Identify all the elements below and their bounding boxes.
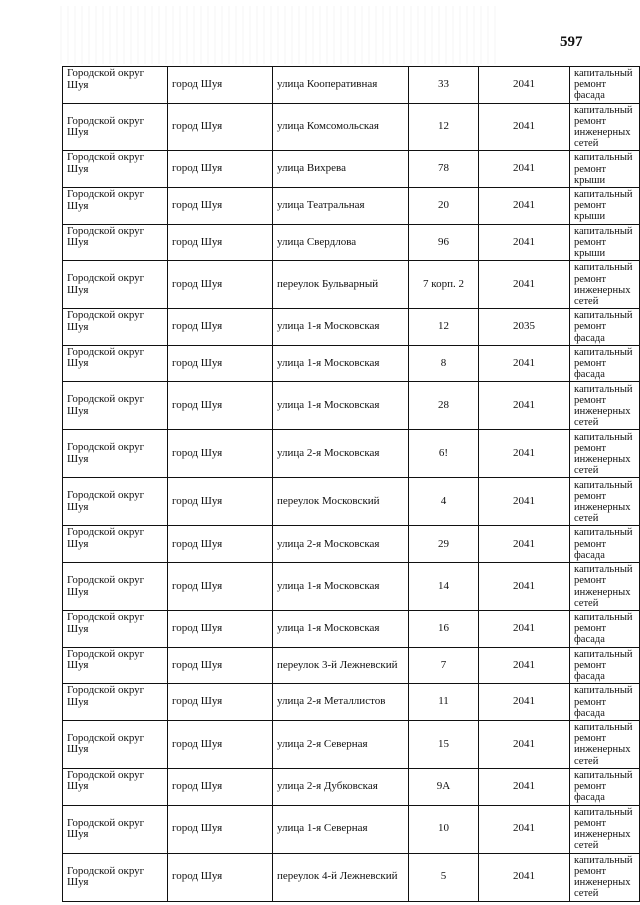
city-cell: город Шуя (168, 345, 273, 382)
city-cell: город Шуя (168, 853, 273, 901)
page-number: 597 (560, 34, 583, 50)
scan-artifact (60, 6, 500, 64)
work-type-cell: капитальный ремонт фасада (570, 647, 640, 684)
year-cell: 2041 (479, 853, 570, 901)
municipality-cell: Городской округ Шуя (63, 805, 168, 853)
house-number-cell: 33 (409, 67, 479, 104)
municipality-cell: Городской округ Шуя (63, 684, 168, 721)
city-cell: город Шуя (168, 382, 273, 430)
street-cell: улица Кооперативная (273, 67, 409, 104)
street-cell: улица 1-я Московская (273, 345, 409, 382)
table-row (63, 768, 640, 805)
house-number-cell: 15 (409, 720, 479, 768)
table-row (63, 611, 640, 648)
municipality-cell: Городской округ Шуя (63, 309, 168, 346)
city-cell: город Шуя (168, 103, 273, 151)
table-row (63, 382, 640, 430)
city-cell: город Шуя (168, 478, 273, 526)
table-row (63, 345, 640, 382)
house-number-cell: 4 (409, 478, 479, 526)
work-type-cell: капитальный ремонт фасада (570, 309, 640, 346)
city-cell: город Шуя (168, 261, 273, 309)
city-cell: город Шуя (168, 563, 273, 611)
work-type-cell: капитальный ремонт крыши (570, 151, 640, 188)
street-cell: улица Театральная (273, 188, 409, 225)
work-type-cell: капитальный ремонт инженерных сетей (570, 805, 640, 853)
work-type-cell: капитальный ремонт инженерных сетей (570, 720, 640, 768)
city-cell: город Шуя (168, 720, 273, 768)
municipality-cell: Городской округ Шуя (63, 67, 168, 104)
street-cell: улица 1-я Московская (273, 611, 409, 648)
house-number-cell: 12 (409, 309, 479, 346)
table-row (63, 853, 640, 901)
table-row (63, 224, 640, 261)
year-cell: 2041 (479, 720, 570, 768)
table-row (63, 67, 640, 104)
work-type-cell: капитальный ремонт фасада (570, 684, 640, 721)
house-number-cell: 14 (409, 563, 479, 611)
year-cell: 2041 (479, 647, 570, 684)
house-number-cell: 10 (409, 805, 479, 853)
municipality-cell: Городской округ Шуя (63, 720, 168, 768)
city-cell: город Шуя (168, 151, 273, 188)
year-cell: 2041 (479, 430, 570, 478)
work-type-cell: капитальный ремонт инженерных сетей (570, 261, 640, 309)
table-row (63, 805, 640, 853)
street-cell: улица 1-я Московская (273, 382, 409, 430)
city-cell: город Шуя (168, 526, 273, 563)
street-cell: переулок 3-й Лежневский (273, 647, 409, 684)
year-cell: 2041 (479, 526, 570, 563)
table-row (63, 684, 640, 721)
municipality-cell: Городской округ Шуя (63, 103, 168, 151)
year-cell: 2041 (479, 224, 570, 261)
year-cell: 2041 (479, 382, 570, 430)
year-cell: 2041 (479, 684, 570, 721)
house-number-cell: 20 (409, 188, 479, 225)
municipality-cell: Городской округ Шуя (63, 478, 168, 526)
year-cell: 2041 (479, 67, 570, 104)
year-cell: 2041 (479, 103, 570, 151)
municipality-cell: Городской округ Шуя (63, 768, 168, 805)
work-type-cell: капитальный ремонт фасада (570, 67, 640, 104)
capital-repair-table (62, 66, 640, 902)
house-number-cell: 78 (409, 151, 479, 188)
house-number-cell: 96 (409, 224, 479, 261)
municipality-cell: Городской округ Шуя (63, 526, 168, 563)
year-cell: 2041 (479, 563, 570, 611)
house-number-cell: 12 (409, 103, 479, 151)
work-type-cell: капитальный ремонт инженерных сетей (570, 563, 640, 611)
street-cell: улица 2-я Металлистов (273, 684, 409, 721)
table-row (63, 151, 640, 188)
municipality-cell: Городской округ Шуя (63, 430, 168, 478)
house-number-cell: 7 корп. 2 (409, 261, 479, 309)
work-type-cell: капитальный ремонт инженерных сетей (570, 430, 640, 478)
street-cell: переулок Бульварный (273, 261, 409, 309)
table-row (63, 647, 640, 684)
municipality-cell: Городской округ Шуя (63, 382, 168, 430)
street-cell: переулок Московский (273, 478, 409, 526)
table-row (63, 188, 640, 225)
year-cell: 2041 (479, 188, 570, 225)
table-row (63, 309, 640, 346)
city-cell: город Шуя (168, 188, 273, 225)
work-type-cell: капитальный ремонт инженерных сетей (570, 853, 640, 901)
city-cell: город Шуя (168, 768, 273, 805)
table-row (63, 526, 640, 563)
street-cell: улица 1-я Московская (273, 309, 409, 346)
work-type-cell: капитальный ремонт фасада (570, 526, 640, 563)
table-row (63, 261, 640, 309)
table-row (63, 563, 640, 611)
work-type-cell: капитальный ремонт фасада (570, 345, 640, 382)
house-number-cell: 9А (409, 768, 479, 805)
street-cell: улица 2-я Дубковская (273, 768, 409, 805)
house-number-cell: 5 (409, 853, 479, 901)
house-number-cell: 6! (409, 430, 479, 478)
table-row (63, 720, 640, 768)
year-cell: 2041 (479, 478, 570, 526)
work-type-cell: капитальный ремонт инженерных сетей (570, 382, 640, 430)
year-cell: 2035 (479, 309, 570, 346)
work-type-cell: капитальный ремонт инженерных сетей (570, 478, 640, 526)
table-row (63, 478, 640, 526)
house-number-cell: 7 (409, 647, 479, 684)
street-cell: улица 1-я Московская (273, 563, 409, 611)
year-cell: 2041 (479, 611, 570, 648)
house-number-cell: 8 (409, 345, 479, 382)
year-cell: 2041 (479, 768, 570, 805)
city-cell: город Шуя (168, 647, 273, 684)
street-cell: улица Свердлова (273, 224, 409, 261)
house-number-cell: 11 (409, 684, 479, 721)
work-type-cell: капитальный ремонт фасада (570, 611, 640, 648)
city-cell: город Шуя (168, 684, 273, 721)
municipality-cell: Городской округ Шуя (63, 853, 168, 901)
city-cell: город Шуя (168, 224, 273, 261)
street-cell: переулок 4-й Лежневский (273, 853, 409, 901)
municipality-cell: Городской округ Шуя (63, 188, 168, 225)
city-cell: город Шуя (168, 309, 273, 346)
street-cell: улица Вихрева (273, 151, 409, 188)
work-type-cell: капитальный ремонт фасада (570, 768, 640, 805)
municipality-cell: Городской округ Шуя (63, 345, 168, 382)
year-cell: 2041 (479, 151, 570, 188)
table-row (63, 430, 640, 478)
table-row (63, 103, 640, 151)
street-cell: улица 1-я Северная (273, 805, 409, 853)
municipality-cell: Городской округ Шуя (63, 611, 168, 648)
house-number-cell: 16 (409, 611, 479, 648)
city-cell: город Шуя (168, 805, 273, 853)
municipality-cell: Городской округ Шуя (63, 224, 168, 261)
street-cell: улица 2-я Московская (273, 526, 409, 563)
municipality-cell: Городской округ Шуя (63, 647, 168, 684)
municipality-cell: Городской округ Шуя (63, 261, 168, 309)
street-cell: улица 2-я Северная (273, 720, 409, 768)
work-type-cell: капитальный ремонт крыши (570, 224, 640, 261)
work-type-cell: капитальный ремонт инженерных сетей (570, 103, 640, 151)
work-type-cell: капитальный ремонт крыши (570, 188, 640, 225)
city-cell: город Шуя (168, 611, 273, 648)
street-cell: улица 2-я Московская (273, 430, 409, 478)
house-number-cell: 28 (409, 382, 479, 430)
year-cell: 2041 (479, 345, 570, 382)
municipality-cell: Городской округ Шуя (63, 151, 168, 188)
city-cell: город Шуя (168, 67, 273, 104)
city-cell: город Шуя (168, 430, 273, 478)
year-cell: 2041 (479, 261, 570, 309)
street-cell: улица Комсомольская (273, 103, 409, 151)
house-number-cell: 29 (409, 526, 479, 563)
municipality-cell: Городской округ Шуя (63, 563, 168, 611)
year-cell: 2041 (479, 805, 570, 853)
